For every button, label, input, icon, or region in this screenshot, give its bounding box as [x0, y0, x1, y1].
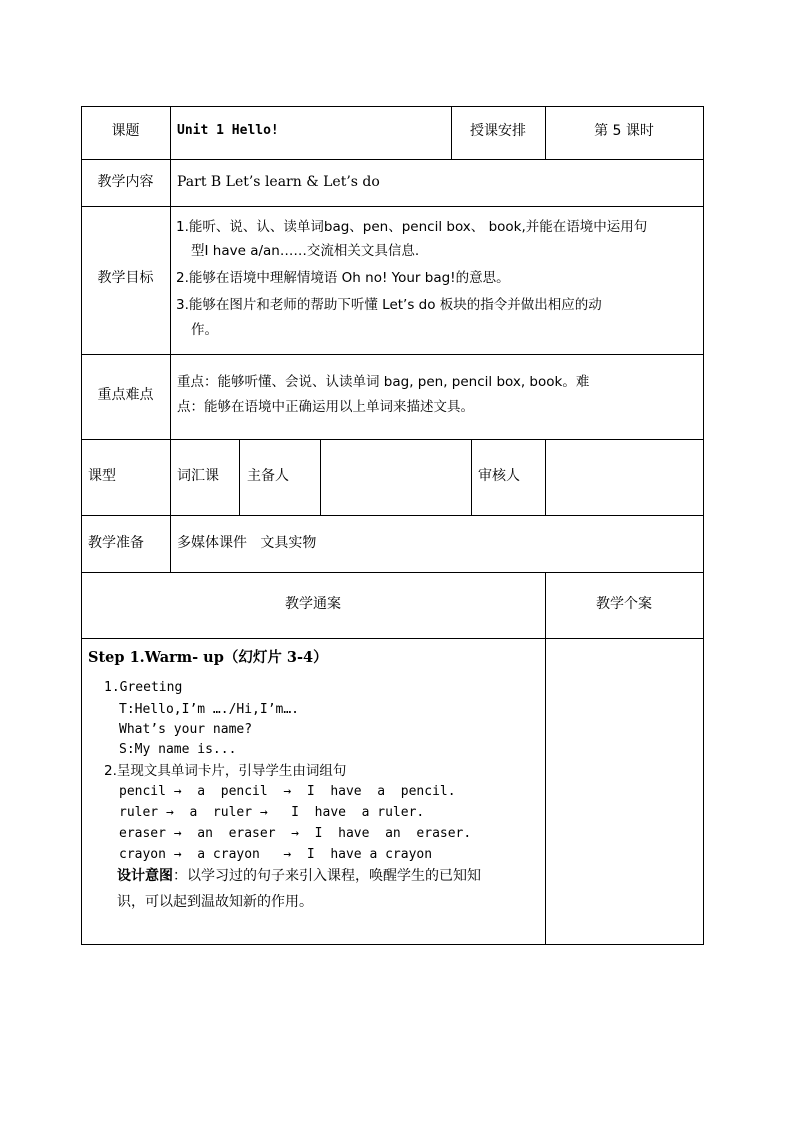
phrase-pencil: pencil → a pencil → I have a pencil.: [119, 784, 456, 799]
unit-title: Unit 1 Hello!: [177, 123, 279, 138]
goal-3-line-2: 作。: [191, 322, 218, 338]
design-intent-line-1: [117, 866, 481, 886]
content-label: 教学内容: [97, 174, 154, 190]
lesson-type-label: 课型: [88, 468, 116, 484]
reviewer-label: 审核人: [478, 468, 520, 484]
lesson-type-value: 词汇课: [177, 468, 219, 484]
design-intent-line-2: 识，可以起到温故知新的作用。: [117, 894, 313, 910]
key-points-line-2: 点：能够在语境中正确运用以上单词来描述文具。: [177, 399, 474, 415]
goal-3-line-1: 3.能够在图片和老师的帮助下听懂 Let’s do 板块的指令并做出相应的动: [176, 297, 602, 313]
preparer-label: 主备人: [247, 468, 289, 484]
objectives-label: 教学目标: [97, 270, 154, 286]
general-plan-header: 教学通案: [285, 596, 341, 612]
preparation-value: 多媒体课件 文具实物: [177, 535, 317, 551]
phrase-eraser: eraser → an eraser → I have an eraser.: [119, 826, 472, 841]
greeting-item: 1.Greeting: [104, 680, 183, 695]
greeting-line-3: S:My name is...: [119, 742, 237, 757]
goal-1-line-1: 1.能听、说、认、读单词bag、pen、pencil box、 book,并能在语境中运用句: [176, 219, 648, 235]
key-points-line-1: 重点：能够听懂、会说、认读单词 bag, pen, pencil box, book。难: [177, 374, 590, 390]
goal-2: 2.能够在语境中理解情境语 Oh no! Your bag!的意思。: [176, 270, 510, 286]
phrase-crayon: crayon → a crayon → I have a crayon: [119, 847, 433, 862]
step-title: Step 1.Warm- up（幻灯片 3-4）: [88, 649, 328, 666]
schedule-value: 第 5 课时: [594, 123, 654, 139]
content-value: Part B Let’s learn & Let’s do: [177, 174, 380, 190]
greeting-line-1: T:Hello,I’m …./Hi,I’m….: [119, 702, 300, 717]
design-intent-label: 设计意图: [117, 868, 173, 884]
key-points-label: 重点难点: [97, 387, 154, 403]
design-intent-text: ：以学习过的句子来引入课程，唤醒学生的已知知: [173, 868, 481, 884]
preparation-label: 教学准备: [88, 535, 144, 551]
word-card-item: 2.呈现文具单词卡片，引导学生由词组句: [104, 763, 347, 779]
individual-plan-header: 教学个案: [596, 596, 652, 612]
topic-label: 课题: [111, 123, 140, 139]
phrase-ruler: ruler → a ruler → I have a ruler.: [119, 805, 425, 820]
greeting-line-2: What’s your name?: [119, 722, 253, 737]
goal-1-line-2: 型I have a/an……交流相关文具信息.: [191, 243, 420, 259]
schedule-label: 授课安排: [470, 123, 526, 139]
